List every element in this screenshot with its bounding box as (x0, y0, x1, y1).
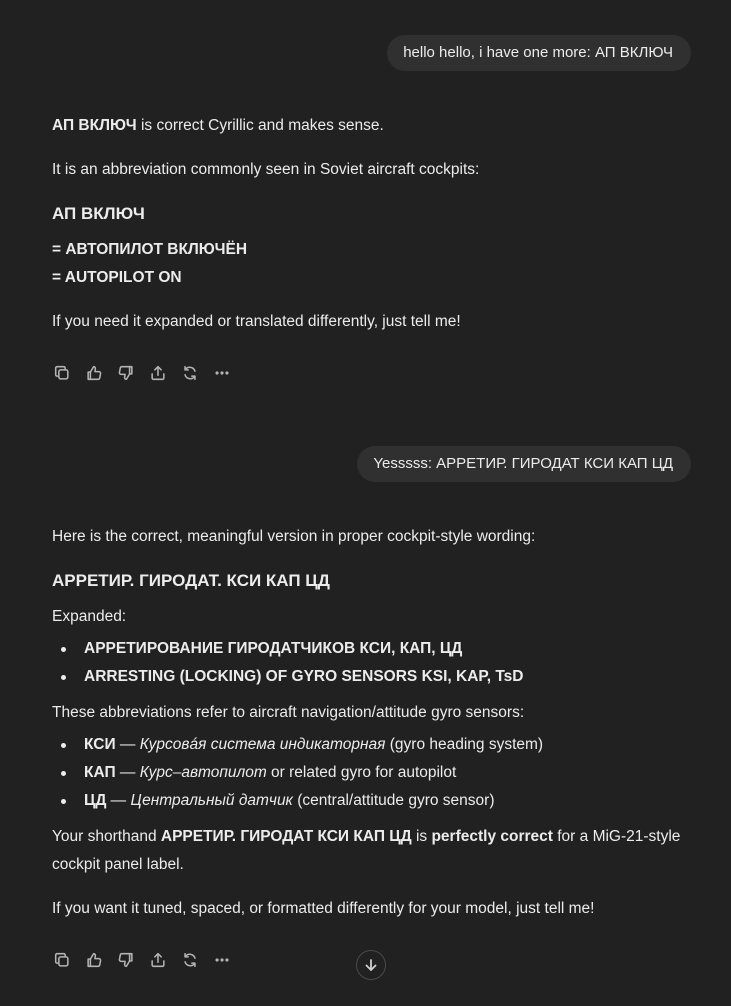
bold-term: АП ВКЛЮЧ (52, 117, 137, 134)
thumbs-up-icon[interactable] (84, 363, 104, 383)
assistant-paragraph: It is an abbreviation commonly seen in Soviet aircraft cockpits: (52, 161, 480, 178)
user-message-bubble (357, 446, 691, 482)
assistant-paragraph: If you need it expanded or translated differently, just tell me! (52, 313, 461, 330)
abbr-meaning: Курсовáя система индикаторная (139, 736, 386, 753)
user-message-text: hello hello, i have one more: АП ВКЛЮЧ (403, 44, 673, 61)
abbr-note: or related gyro for autopilot (266, 764, 457, 781)
message-actions (52, 363, 232, 383)
share-icon[interactable] (148, 950, 168, 970)
paragraph-text: Your shorthand (52, 828, 161, 845)
abbr-note: (gyro heading system) (385, 736, 544, 753)
definition-line: = АВТОПИЛОТ ВКЛЮЧЁН (52, 241, 248, 258)
abbr-term: КСИ (84, 736, 116, 753)
list-item: АРРЕТИРОВАНИЕ ГИРОДАТЧИКОВ КСИ, КАП, ЦД (52, 635, 692, 663)
thumbs-down-icon[interactable] (116, 363, 136, 383)
assistant-paragraph: Here is the correct, meaningful version in proper cockpit-style wording: (52, 528, 536, 545)
paragraph-text: is (411, 828, 432, 845)
list-item: ARRESTING (LOCKING) OF GYRO SENSORS KSI, KAP, TsD (52, 663, 692, 691)
abbr-note: (central/attitude gyro sensor) (292, 792, 495, 809)
user-message-text: Yesssss: АРРЕТИР. ГИРОДАТ КСИ КАП ЦД (373, 455, 673, 472)
thumbs-down-icon[interactable] (116, 950, 136, 970)
abbr-term: ЦД (84, 792, 107, 809)
list-label: Expanded: (52, 608, 127, 625)
message-actions (52, 950, 232, 970)
abbr-meaning: Курс–автопилот (139, 764, 267, 781)
section-heading: АРРЕТИР. ГИРОДАТ. КСИ КАП ЦД (52, 571, 330, 590)
paragraph-text: is correct Cyrillic and makes sense. (136, 117, 384, 134)
copy-icon[interactable] (52, 363, 72, 383)
assistant-message (52, 523, 692, 923)
bold-term: АРРЕТИР. ГИРОДАТ КСИ КАП ЦД (160, 828, 412, 845)
expanded-list (52, 635, 692, 691)
user-message-bubble (387, 35, 691, 71)
abbreviation-list (52, 731, 692, 815)
assistant-paragraph: If you want it tuned, spaced, or formatted differently for your model, just tell me! (52, 900, 595, 917)
share-icon[interactable] (148, 363, 168, 383)
regenerate-icon[interactable] (180, 363, 200, 383)
regenerate-icon[interactable] (180, 950, 200, 970)
paragraph-text: for a MiG-21-style cockpit panel label. (52, 828, 681, 873)
abbr-dash: — (106, 792, 131, 809)
section-heading: АП ВКЛЮЧ (52, 204, 145, 223)
abbr-dash: — (115, 736, 140, 753)
bold-phrase: perfectly correct (431, 828, 553, 845)
assistant-paragraph (52, 823, 692, 879)
abbr-meaning: Центральный датчик (130, 792, 293, 809)
list-item (52, 759, 692, 787)
copy-icon[interactable] (52, 950, 72, 970)
thumbs-up-icon[interactable] (84, 950, 104, 970)
definition-line: = AUTOPILOT ON (52, 269, 182, 286)
abbr-dash: — (115, 764, 140, 781)
assistant-paragraph: These abbreviations refer to aircraft navigation/attitude gyro sensors: (52, 704, 525, 721)
list-item (52, 731, 692, 759)
scroll-down-icon (363, 957, 379, 973)
abbr-term: КАП (84, 764, 116, 781)
assistant-message (52, 112, 692, 336)
scroll-down-button[interactable] (356, 950, 386, 980)
list-item (52, 787, 692, 815)
assistant-paragraph (52, 112, 692, 140)
more-icon[interactable] (212, 950, 232, 970)
more-icon[interactable] (212, 363, 232, 383)
